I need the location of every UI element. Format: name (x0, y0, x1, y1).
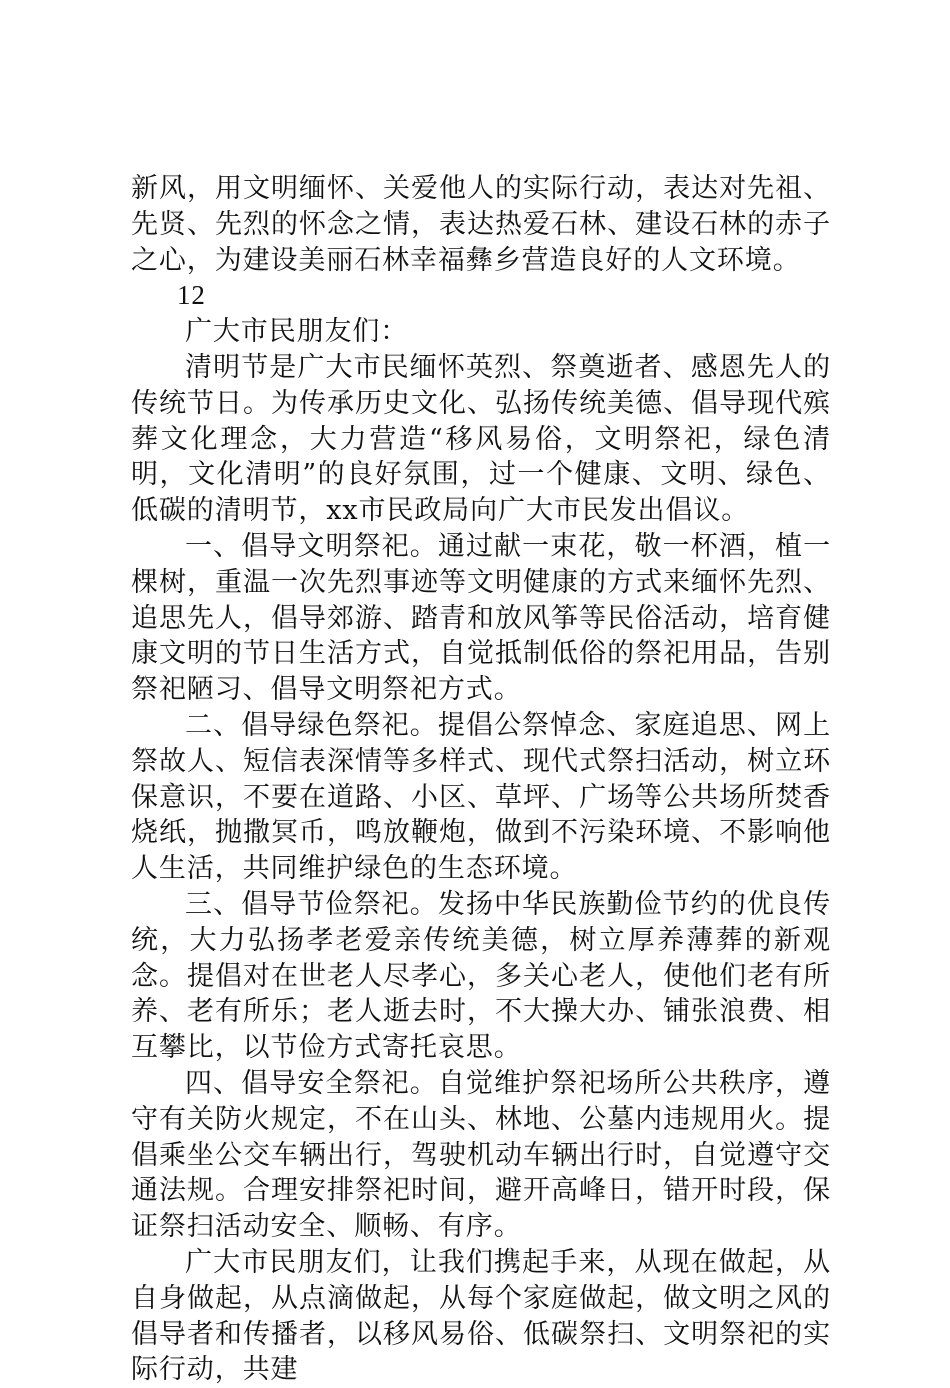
paragraph-item-2: 二、倡导绿色祭祀。提倡公祭悼念、家庭追思、网上祭故人、短信表深情等多样式、现代式祭扫活动，树立环保意识，不要在道路、小区、草坪、广场等公共场所焚香烧纸，抛撒冥币，鸣放鞭炮，做到不污染环境、不影响他人生活，共同维护绿色的生态环境。 (131, 709, 831, 885)
paragraph-item-1: 一、倡导文明祭祀。通过献一束花，敬一杯酒，植一棵树，重温一次先烈事迹等文明健康的方式来缅怀先烈、追思先人，倡导郊游、踏青和放风筝等民俗活动，培育健康文明的节日生活方式，自觉抵制低俗的祭祀用品，告别祭祀陋习、倡导文明祭祀方式。 (131, 530, 831, 706)
paragraph-continuation: 新风，用文明缅怀、关爱他人的实际行动，表达对先祖、先贤、先烈的怀念之情，表达热爱石林、建设石林的赤子之心，为建设美丽石林幸福彝乡营造良好的人文环境。 (131, 173, 831, 276)
paragraph-item-3: 三、倡导节俭祭祀。发扬中华民族勤俭节约的优良传统，大力弘扬孝老爱亲传统美德，树立厚养薄葬的新观念。提倡对在世老人尽孝心，多关心老人，使他们老有所养、老有所乐；老人逝去时，不大操大办、铺张浪费、相互攀比，以节俭方式寄托哀思。 (131, 888, 831, 1064)
salutation: 广大市民朋友们： (185, 316, 409, 348)
section-number: 12 (177, 280, 206, 311)
paragraph-closing: 广大市民朋友们，让我们携起手来，从现在做起，从自身做起，从点滴做起，从每个家庭做起，做文明之风的倡导者和传播者，以移风易俗、低碳祭扫、文明祭祀的实际行动，共建 (131, 1246, 831, 1386)
paragraph-item-4: 四、倡导安全祭祀。自觉维护祭祀场所公共秩序，遵守有关防火规定，不在山头、林地、公墓内违规用火。提倡乘坐公交车辆出行，驾驶机动车辆出行时，自觉遵守交通法规。合理安排祭祀时间，避开高峰日，错开时段，保证祭扫活动安全、顺畅、有序。 (131, 1067, 831, 1243)
document-body (131, 171, 831, 1388)
paragraph-intro: 清明节是广大市民缅怀英烈、祭奠逝者、感恩先人的传统节日。为传承历史文化、弘扬传统美德、倡导现代殡葬文化理念，大力营造“移风易俗，文明祭祀，绿色清明，文化清明”的良好氛围，过一个健康、文明、绿色、低碳的清明节，xx市民政局向广大市民发出倡议。 (131, 351, 831, 527)
